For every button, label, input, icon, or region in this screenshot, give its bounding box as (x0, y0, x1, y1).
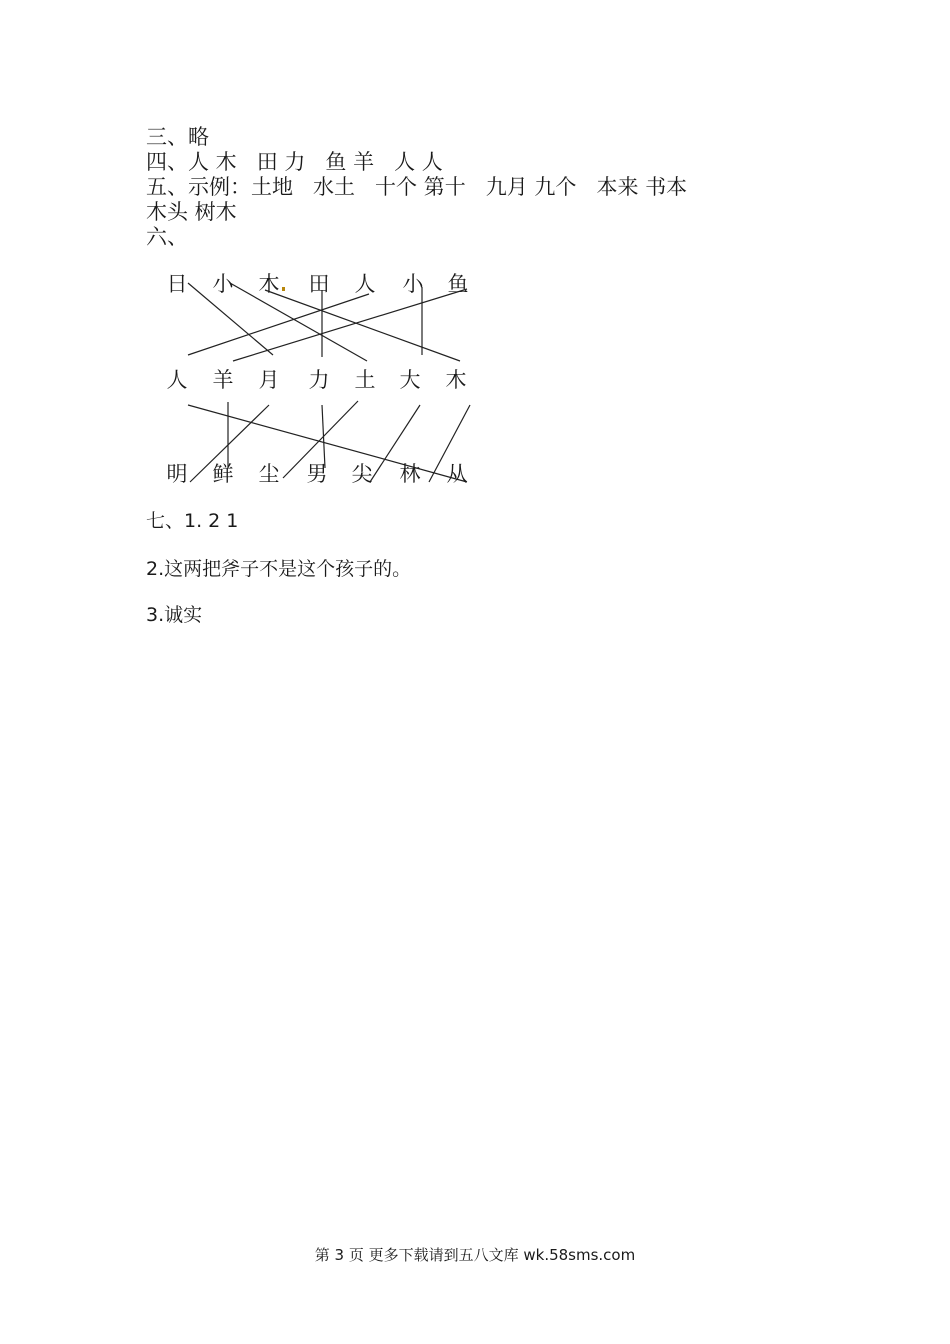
row2-char: 力 (308, 368, 330, 392)
row3-char: 男 (306, 462, 328, 486)
answer-section-5: 五、示例：土地 水土 十个 第十 九月 九个 本来 书本 (146, 175, 688, 199)
answer-section-5-continued: 木头 树木 (146, 200, 237, 224)
row1-char: 小 (402, 272, 424, 296)
answer-section-6: 六、 (146, 225, 188, 249)
answer-section-7-item-2: 2.这两把斧子不是这个孩子的。 (146, 558, 412, 580)
row3-char: 尘 (258, 462, 280, 486)
stray-mark (282, 287, 285, 291)
connector-line (230, 283, 367, 361)
row3-char: 鲜 (212, 462, 234, 486)
row2-char: 土 (354, 368, 376, 392)
row2-char: 羊 (212, 368, 234, 392)
answer-section-4: 四、人 木 田 力 鱼 羊 人 人 (146, 150, 443, 174)
connector-line (188, 294, 369, 355)
answer-section-3: 三、略 (146, 125, 209, 149)
row2-char: 木 (445, 368, 467, 392)
row3-char: 从 (446, 462, 468, 486)
row1-char: 人 (354, 272, 376, 296)
row1-char: 小 (212, 272, 234, 296)
row3-char: 尖 (351, 462, 373, 486)
row3-char: 明 (166, 462, 188, 486)
row1-char: 鱼 (447, 272, 469, 296)
row1-char: 木 (258, 272, 280, 296)
row2-char: 大 (399, 368, 421, 392)
row2-char: 人 (166, 368, 188, 392)
row1-char: 日 (166, 272, 188, 296)
answer-section-7-item-3: 3.诚实 (146, 604, 203, 626)
row1-char: 田 (308, 272, 330, 296)
matching-exercise (0, 0, 950, 520)
answer-section-7-item-1: 七、1. 2 1 (146, 510, 239, 532)
row3-char: 林 (399, 462, 421, 486)
matching-lines (0, 0, 950, 520)
page-footer: 第 3 页 更多下载请到五八文库 wk.58sms.com (314, 1246, 636, 1264)
row2-char: 月 (258, 368, 280, 392)
